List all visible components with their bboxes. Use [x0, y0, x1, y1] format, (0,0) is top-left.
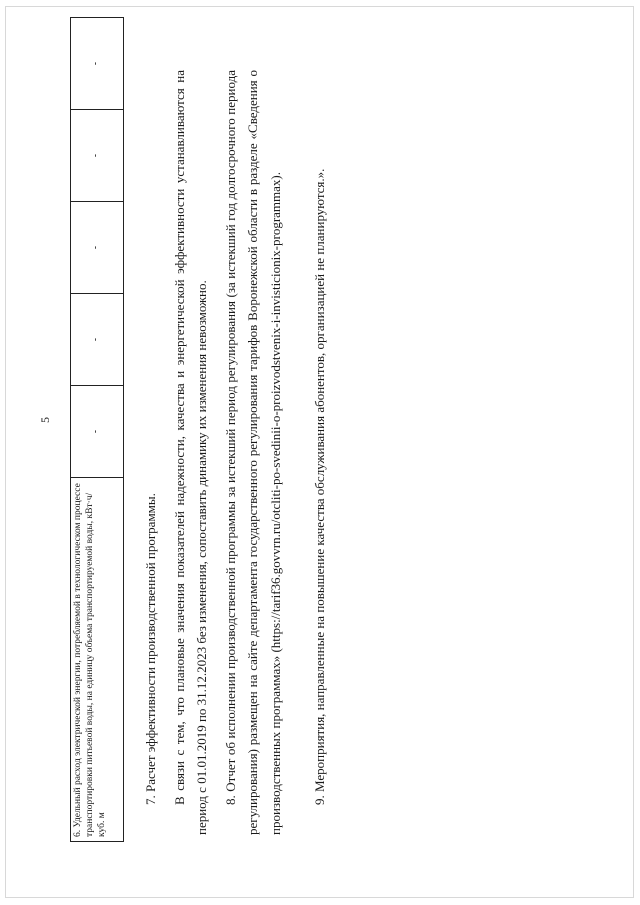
- section-7-heading: 7. Расчет эффективности производственной программы.: [143, 493, 158, 805]
- indicators-table: [70, 17, 124, 842]
- document-body: [140, 70, 332, 835]
- value-cell-3: -: [71, 202, 124, 294]
- section-7-paragraph: В связи с тем, что плановые значения показателей надежности, качества и энергетической эффективности устанавливаются на период с 01.01.2019 по 31.12.2023 без изменения, сопоставить динамику их изменения невозможно.: [171, 70, 209, 835]
- value-cell-2: -: [71, 294, 124, 386]
- table-row: [71, 18, 124, 842]
- indicator-label-cell: 6. Удельный расход электрической энергии, потребляемой в технологическом процессе транспортировки питьевой воды, на единицу объема транспортируемой воды, кВт·ч/куб. м: [71, 478, 124, 842]
- value-cell-1: -: [71, 386, 124, 478]
- section-9-paragraph: 9. Мероприятия, направленные на повышение качества обслуживания абонентов, организацией не планируются.».: [312, 168, 327, 805]
- page-number: 5: [38, 417, 52, 423]
- section-8-paragraph: 8. Отчет об исполнении производственной программы за истекший период регулирования (за истекший год долгосрочного периода регулирования) размещен на сайте департамента государственного регулирования тарифов Воронежской области в разделе «Сведения о производственных программах» (https://tarif36.govvrn.ru/otcliti-po-svedinii-o-proizvodstvenix-i-invisticionix-programmax).: [222, 70, 283, 835]
- value-cell-5: -: [71, 18, 124, 110]
- value-cell-4: -: [71, 110, 124, 202]
